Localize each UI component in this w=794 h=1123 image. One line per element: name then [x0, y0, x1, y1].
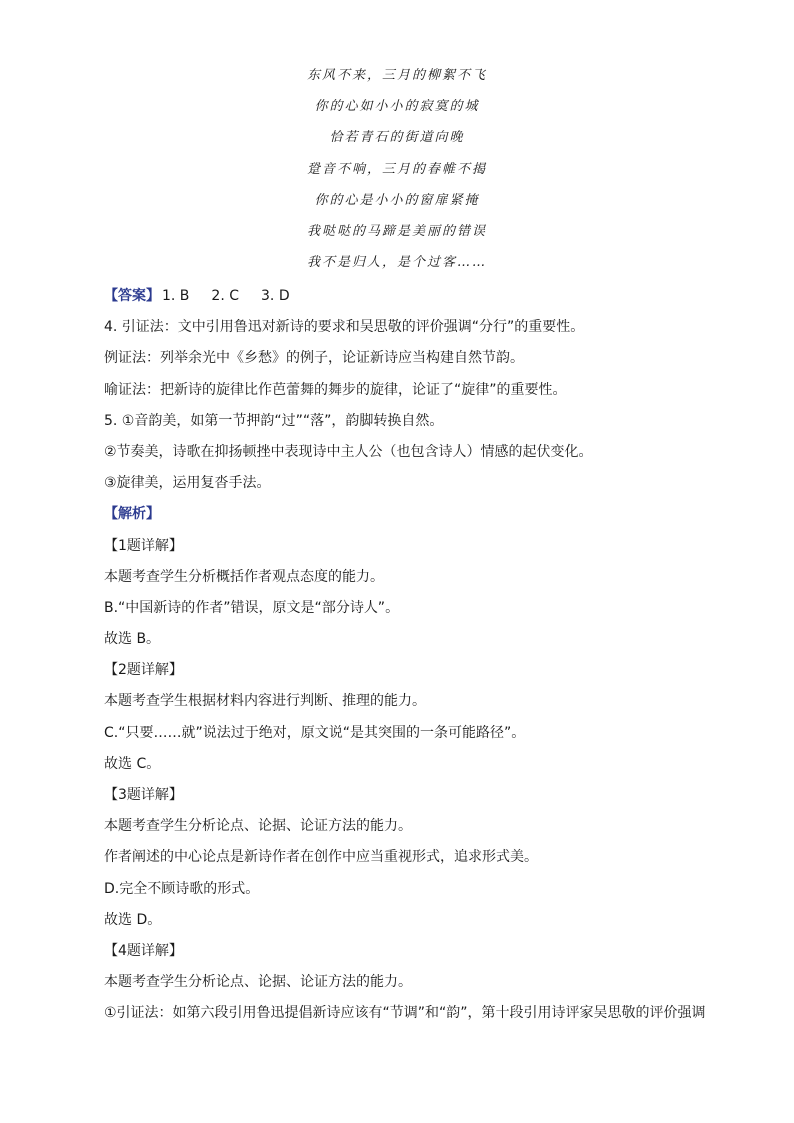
poem-line: 你的心如小小的寂寞的城 — [314, 99, 480, 115]
poem-excerpt — [0, 60, 794, 278]
detail-heading: 【1题详解】 — [104, 537, 183, 554]
detail-line: 本题考查学生分析论点、论据、论证方法的能力。 — [104, 818, 412, 835]
poem-line: 我不是归人，是个过客…… — [306, 255, 487, 271]
detail-line: 作者阐述的中心论点是新诗作者在创作中应当重视形式，追求形式美。 — [104, 849, 538, 866]
poem-line: 东风不来，三月的柳絮不飞 — [306, 68, 487, 83]
detail-line: ①引证法：如第六段引用鲁迅提倡新诗应该有“节调”和“韵”，第十段引用诗评家吴思敬的评价强调 — [104, 1005, 706, 1022]
poem-line: 我哒哒的马蹄是美丽的错误 — [306, 223, 487, 239]
answer-text-line: ②节奏美，诗歌在抑扬顿挫中表现诗中主人公（也包含诗人）情感的起伏变化。 — [104, 443, 593, 460]
answer-text-line: 4. 引证法：文中引用鲁迅对新诗的要求和吴思敬的评价强调“分行”的重要性。 — [104, 319, 585, 336]
analysis-label: 【解析】 — [104, 506, 160, 523]
detail-line: 本题考查学生根据材料内容进行判断、推理的能力。 — [104, 693, 426, 710]
detail-line: 故选 D。 — [104, 911, 162, 928]
detail-line: 故选 C。 — [104, 755, 161, 772]
answer-item: 2. C — [211, 288, 240, 304]
detail-line: B.“中国新诗的作者”错误，原文是“部分诗人”。 — [104, 599, 400, 616]
detail-heading: 【4题详解】 — [104, 942, 183, 959]
answer-label: 【答案】 — [104, 288, 160, 304]
answer-items — [162, 281, 312, 312]
poem-line: 你的心是小小的窗扉紧掩 — [314, 192, 480, 208]
detail-line: 故选 B。 — [104, 631, 161, 648]
detail-line: D.完全不顾诗歌的形式。 — [104, 880, 260, 897]
poem-line: 恰若青石的街道向晚 — [329, 130, 465, 146]
answer-text-line: 5. ①音韵美，如第一节押韵“过”“落”，韵脚转换自然。 — [104, 412, 444, 429]
answer-item: 3. D — [261, 288, 290, 304]
answer-row — [104, 281, 704, 312]
detail-line: C.“只要……就”说法过于绝对，原文说“是其突围的一条可能路径”。 — [104, 724, 526, 741]
detail-heading: 【3题详解】 — [104, 787, 183, 803]
answer-item: 1. B — [162, 288, 190, 304]
detail-line: 本题考查学生分析概括作者观点态度的能力。 — [104, 568, 384, 585]
detail-heading: 【2题详解】 — [104, 662, 183, 679]
answer-text-line: 例证法：列举余光中《乡愁》的例子，论证新诗应当构建自然节韵。 — [104, 350, 524, 367]
detail-line: 本题考查学生分析论点、论据、论证方法的能力。 — [104, 974, 412, 991]
poem-line: 跫音不响，三月的春帷不揭 — [306, 161, 487, 177]
answer-text-line: 喻证法：把新诗的旋律比作芭蕾舞的舞步的旋律，论证了“旋律”的重要性。 — [104, 381, 567, 398]
answer-analysis-section — [104, 281, 704, 1030]
answer-text-line: ③旋律美，运用复沓手法。 — [104, 475, 271, 492]
